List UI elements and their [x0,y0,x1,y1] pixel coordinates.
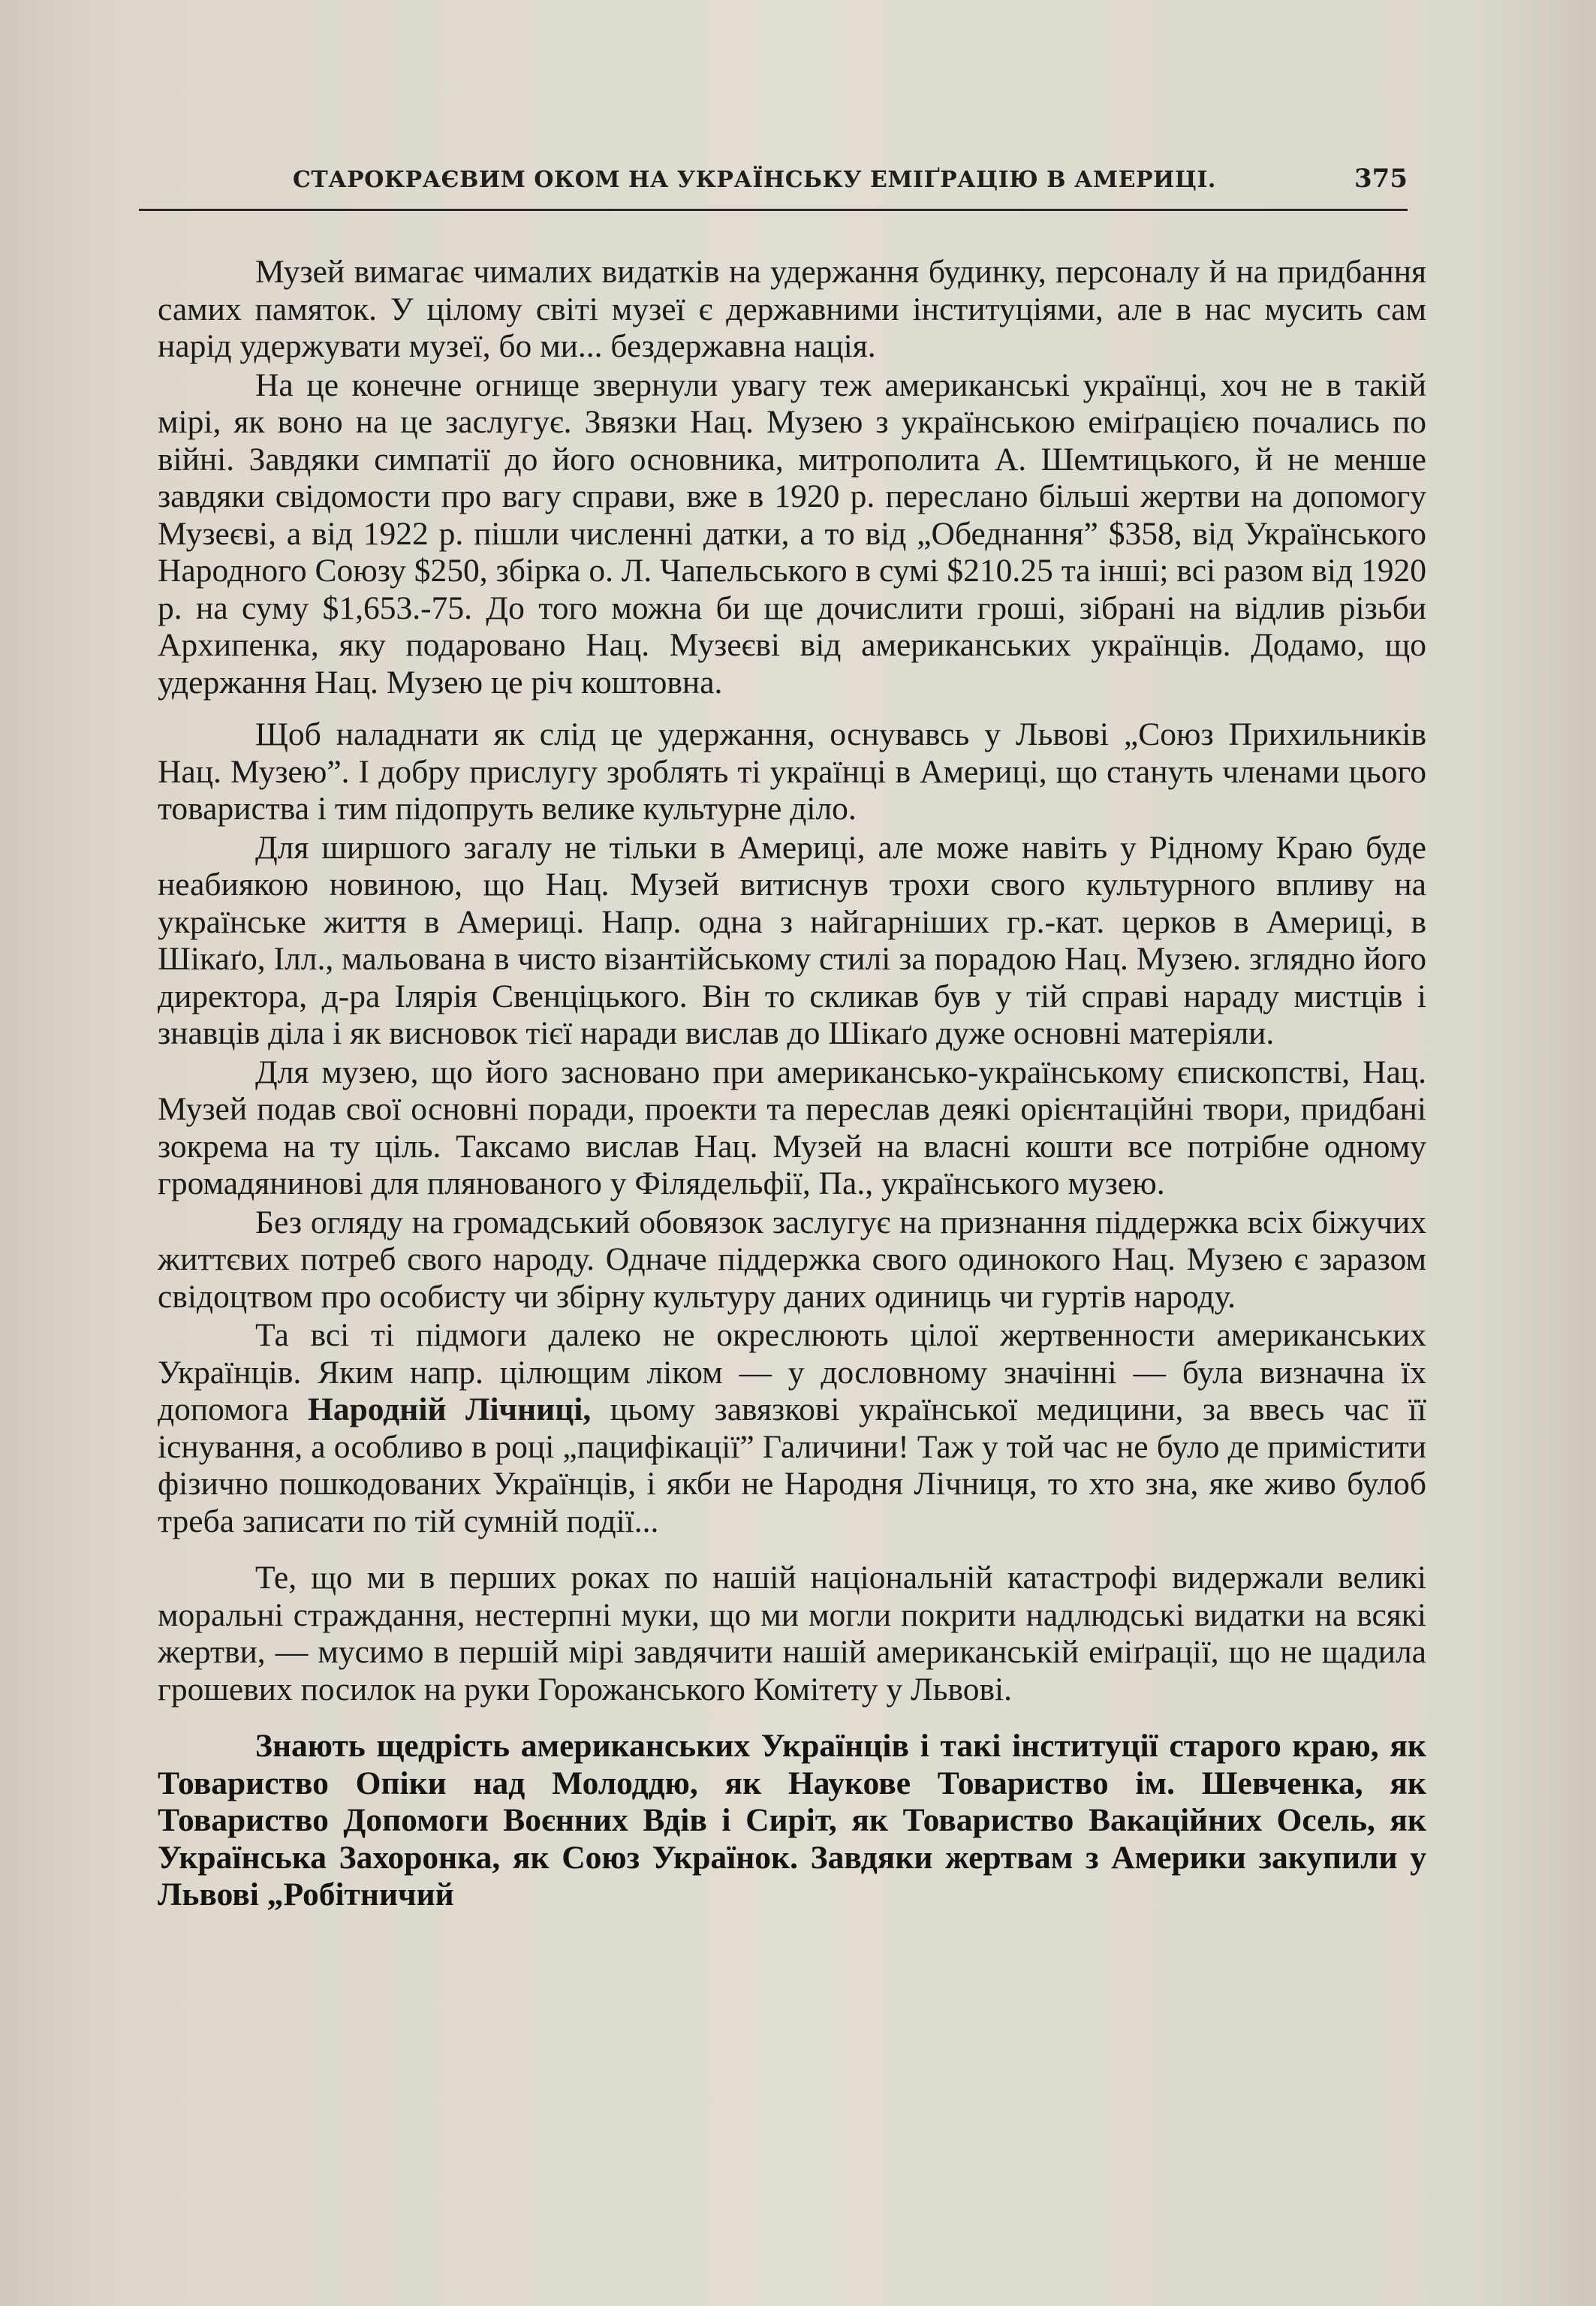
paragraph-eparchy-museum: Для музею, що його засновано при американсько-українському єпископстві, Нац. Музей подав свої основні поради, проекти та переслав деякі орієнтаційні твори, придбані зокрема на ту ціль. Таксамо вислав Нац. Музей на власні кошти все потрібне одному громадянинові для плянованого у Філядельфії, Па., українського музею. [158,1054,1426,1201]
inst-text-3: як [1363,1765,1426,1801]
inst-text-1: Знають щедрість американських Українців і такі інституції старого краю, як [255,1728,1426,1764]
paragraph-cultural-influence: Для ширшого загалу не тільки в Америці, але може навіть у Рідному Краю буде неабиякою новиною, що Нац. Музей витиснув трохи свого культурного впливу на українське життя в Америці. Напр. одна з найгарніших гр.-кат. церков в Америці, в Шікаґо, Ілл., мальована в чисто візантійському стилі за порадою Нац. Музею. зглядно його директора, д-ра Ілярія Свенціцького. Він то скликав був у тій справі нараду мистців і знавців діла і як висновок тієї наради вислав до Шікаґо дуже основні матеріяли. [158,829,1426,1051]
body-text [158,254,1426,1914]
running-title: СТАРОКРАЄВИМ ОКОМ НА УКРАЇНСЬКУ ЕМІҐРАЦІЮ В АМЕРИЦІ. [293,167,1216,193]
inst-text-4: як [836,1802,903,1838]
inst-name-workers: „Робітничий [267,1876,454,1913]
inst-name-widows-orphans: Товариство Допомоги Воєнних Вдів і Сиріт, [158,1802,837,1838]
paragraph-american-donations: На це конечне огнище звернули увагу теж американські українці, хоч не в такій мірі, як воно на це заслугує. Звязки Нац. Музею з українською еміґрацією почались по війні. Завдяки симпатії до його основника, митрополита А. Шемтицького, й не менше завдяки свідомости про вагу справи, вже в 1920 р. переслано більші жертви на допомогу Музеєві, а від 1922 р. пішли численні датки, а то від „Обеднання” $358, від Українського Народного Союзу $250, збірка о. Л. Чапельського в сумі $210.25 та інші; всі разом від 1920 р. на суму $1,653.-75. До того можна би ще дочислити гроші, зібрані на відлив різьби Архипенка, яку подаровано Нац. Музеєві від американських українців. Додамо, що удержання Нац. Музею це річ коштовна. [158,366,1426,701]
paragraph-institutions [158,1728,1426,1914]
paragraph-supporters-union: Щоб наладнати як слід це удержання, оснувавсь у Львові „Союз Прихильників Нац. Музею”. І добру прислугу зроблять ті українці в Америці, що стануть членами цього товариства і тим підопруть велике культурне діло. [158,716,1426,827]
inst-text-7: Завдяки жертвам з Америки закупили у Львові [158,1839,1426,1913]
paragraph-emigration-aid: Те, що ми в перших роках по нашій національній катастрофі видержали великі моральні страждання, нестерпні муки, що ми могли покрити надлюдські видатки на всякі жертви, — мусимо в першій мірі завдячити нашій американській еміґрації, що не щадила грошевих посилок на руки Горожанського Комітету у Львові. [158,1560,1426,1708]
clinic-name: Народній Лічниці, [308,1391,592,1427]
inst-text-5: як [1375,1802,1426,1838]
inst-name-womens-union: Союз Українок. [562,1839,798,1876]
inst-name-kindergarten: Українська Захоронка, [158,1839,501,1876]
running-header [139,164,1408,211]
inst-name-shevchenko-society: Наукове Товариство ім. Шевченка, [787,1765,1363,1801]
inst-text-6: як [500,1839,562,1876]
paragraph-civic-duty: Без огляду на громадський обовязок заслугує на признання піддержка всіх біжучих життєвих потреб свого народу. Одначе піддержка свого одинокого Нац. Музею є заразом свідоцтвом про особисту чи збірну культуру даних одиниць чи гуртів народу. [158,1204,1426,1315]
inst-text-2: як [697,1765,788,1801]
clinic-text-after: цьому завязкові української медицини, за ввесь час її існування, а особливо в році „пацифікації” Галичини! Таж у той час не було де примістити фізично пошкодованих Українців, і якби не Народня Лічниця, то хто зна, яке живо булоб треба записати по тій сумній події... [158,1391,1426,1539]
paragraph-museum-expenses: Музей вимагає чималих видатків на удержання будинку, персоналу й на придбання самих памяток. У цілому світі музеї є державними інституціями, але в нас мусить сам нарід удержувати музеї, бо ми... бездержавна нація. [158,254,1426,364]
inst-name-vacation-camps: Товариство Вакаційних Осель, [902,1802,1375,1838]
clinic-text-before: Та всі ті підмоги далеко не окреслюють цілої жертвенности американських Українців. Яким напр. цілющим ліком — у дословному значінні — була визначна їх допомога [158,1317,1426,1427]
page-number: 375 [1354,164,1408,194]
paragraph-peoples-clinic [158,1317,1426,1540]
inst-name-youth-care: Товариство Опіки над Молоддю, [158,1765,698,1801]
